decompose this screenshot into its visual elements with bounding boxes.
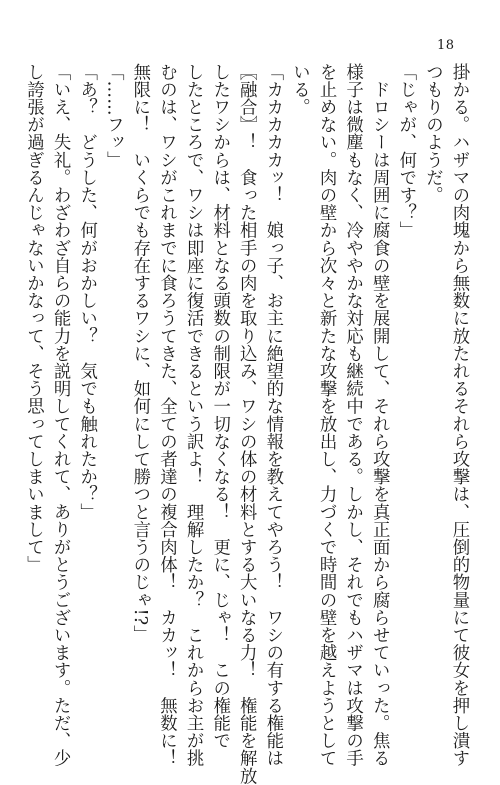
text-line: したところで、ワシは即座に復活できるという訳よ！ 理解したか？ これからお主が挑 — [183, 63, 204, 767]
text-line: し誇張が過ぎるんじゃないかなって、そう思ってしまいまして」 — [23, 63, 44, 574]
text-line: むのは、ワシがこれまでに食ろうてきた、全ての者達の複合肉体！ カカッ！ 無数に！ — [156, 63, 177, 767]
page-number: 18 — [437, 38, 455, 53]
text-line: したワシからは、材料となる頭数の制限が一切なくなる！ 更に、じゃ！ この権能で — [209, 63, 230, 750]
text-line: 掛かる。ハザマの肉塊から無数に放たれるそれら攻撃は、圧倒的物量にて彼女を押し潰す — [449, 63, 469, 767]
text-line: 「いえ、失礼。わざわざ自らの能力を説明してくれて、ありがとうございます。ただ、少 — [50, 63, 71, 767]
text-line: ドロシーは周囲に腐食の壁を展開して、それら攻撃を真正面から腐らせていった。焦る — [369, 63, 390, 767]
text-line: 「……フッ」 — [103, 63, 124, 169]
text-line: つもりのようだ。 — [422, 63, 443, 204]
text-line: 「じゃが、何です？」 — [395, 63, 416, 239]
text-line: 「あ？ どうした、何がおかしい？ 気でも触れたか？」 — [76, 63, 97, 521]
text-line: いる。 — [289, 63, 310, 116]
text-line: 様子は微塵もなく、冷ややかな対応も継続中である。しかし、それでもハザマは攻撃の手 — [342, 63, 363, 767]
text-line: 〖融合〗！ 食った相手の肉を取り込み、ワシの体の材料とする大いなる力！ 権能を解放 — [236, 63, 257, 785]
text-line: 「カカカカカッ！ 娘っ子、お主に絶望的な情報を教えてやろう！ ワシの有する権能は — [262, 63, 283, 767]
text-line: を止めない。肉の壁から次々と新たな攻撃を放出し、力づくで時間の壁を越えようとして — [316, 63, 337, 767]
text-line: 無限に！ いくらでも存在するワシに、如何にして勝つと言うのじゃ!?」 — [129, 63, 150, 643]
vertical-text-body — [22, 63, 472, 785]
